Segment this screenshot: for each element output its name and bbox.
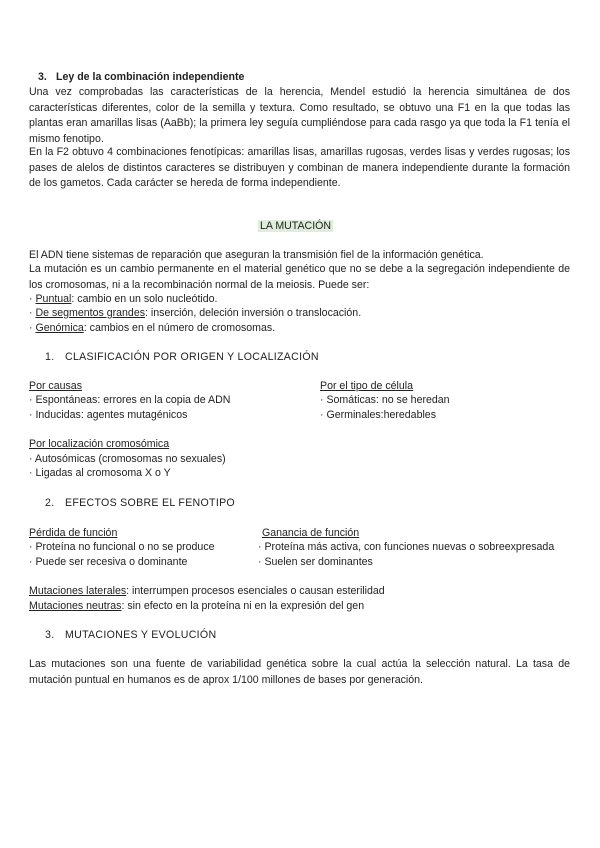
desc-genomica: : cambios en el número de cromosomas.: [83, 322, 276, 334]
evolucion-text: Las mutaciones son una fuente de variabilidad genética sobre la cual actúa la selección natural. La tasa de mutación puntual en humanos es de aprox 1/100 millones de bases por generación.: [29, 658, 570, 686]
perdida-label: Pérdida de función: [29, 527, 118, 539]
mutaciones-laterales: [29, 584, 385, 599]
desc-segmentos: : inserción, deleción inversión o translocación.: [145, 307, 362, 319]
section-heading: [38, 70, 244, 85]
por-causas-item: · Espontáneas: errores en la copia de ADN: [29, 394, 231, 406]
mutacion-intro-2: La mutación es un cambio permanente en el material genético que no se debe a la segregación independiente de los cromosomas, ni a la recombinación normal de la meiosis. Puede ser:: [29, 263, 570, 291]
term-genomica: Genómica: [35, 322, 84, 334]
desc-puntual: : cambio en un solo nucleótido.: [71, 293, 218, 305]
bullet: ·: [29, 322, 36, 334]
evolucion-number: 3.: [45, 629, 55, 641]
mutation-type-segmentos: [29, 306, 361, 321]
efectos-number: 2.: [45, 497, 55, 509]
efectos-heading: [45, 496, 235, 511]
bullet: ·: [29, 307, 36, 319]
bullet: ·: [29, 293, 36, 305]
por-causas-label: Por causas: [29, 380, 82, 392]
section-title: Ley de la combinación independiente: [56, 71, 245, 83]
ganancia-label: Ganancia de función: [262, 527, 360, 539]
por-localizacion-label: Por localización cromosómica: [29, 438, 170, 450]
ganancia-item: · Proteína más activa, con funciones nuevas o sobreexpresada: [258, 541, 555, 553]
mutation-type-puntual: [29, 292, 217, 307]
clasificacion-title: CLASIFICACIÓN POR ORIGEN Y LOCALIZACIÓN: [65, 351, 319, 363]
evolucion-heading: [45, 628, 216, 643]
clasificacion-number: 1.: [45, 351, 55, 363]
clasificacion-heading: [45, 350, 319, 365]
mutacion-heading-text: LA MUTACIÓN: [260, 220, 332, 232]
neutras-term: Mutaciones neutras: [29, 600, 122, 612]
efectos-title: EFECTOS SOBRE EL FENOTIPO: [65, 497, 235, 509]
mutaciones-neutras: [29, 599, 364, 614]
por-celula-label: Por el tipo de célula: [320, 380, 414, 392]
por-celula-item: · Germinales:heredables: [320, 409, 436, 421]
perdida-item: · Proteína no funcional o no se produce: [29, 541, 215, 553]
paragraph-mendel-1: Una vez comprobadas las características de la herencia, Mendel estudió la herencia simultánea de dos características diferentes, color de la semilla y textura. Como resultado, se obtuvo una F1 en la que todas las plantas eran amarillas lisas (AaBb); la primera ley seguía cumpliéndose para cada rasgo ya que toda la F1 tenía el mismo fenotipo.: [29, 86, 570, 145]
evolucion-title: MUTACIONES Y EVOLUCIÓN: [65, 629, 217, 641]
laterales-term: Mutaciones laterales: [29, 585, 127, 597]
term-segmentos: De segmentos grandes: [35, 307, 146, 319]
mutacion-heading: [258, 219, 333, 234]
perdida-item: · Puede ser recesiva o dominante: [29, 556, 188, 568]
por-localizacion-item: · Ligadas al cromosoma X o Y: [29, 467, 171, 479]
por-causas-item: · Inducidas: agentes mutagénicos: [29, 409, 188, 421]
por-celula-item: · Somáticas: no se heredan: [320, 394, 450, 406]
term-puntual: Puntual: [35, 293, 72, 305]
paragraph-mendel-2: En la F2 obtuvo 4 combinaciones fenotípicas: amarillas lisas, amarillas rugosas, verdes lisas y verdes rugosas; los pases de alelos de distintos caracteres se distribuyen y combinan de manera independiente durante la formación de los gametos. Cada carácter se hereda de forma independiente.: [29, 146, 570, 189]
mutation-type-genomica: [29, 321, 275, 336]
mutacion-intro-1: El ADN tiene sistemas de reparación que aseguran la transmisión fiel de la información genética.: [29, 249, 484, 261]
laterales-desc: : interrumpen procesos esenciales o causan esterilidad: [126, 585, 385, 597]
section-number: 3.: [38, 71, 47, 83]
por-localizacion-item: · Autosómicas (cromosomas no sexuales): [29, 453, 226, 465]
neutras-desc: : sin efecto en la proteína ni en la expresión del gen: [121, 600, 365, 612]
ganancia-item: · Suelen ser dominantes: [258, 556, 373, 568]
